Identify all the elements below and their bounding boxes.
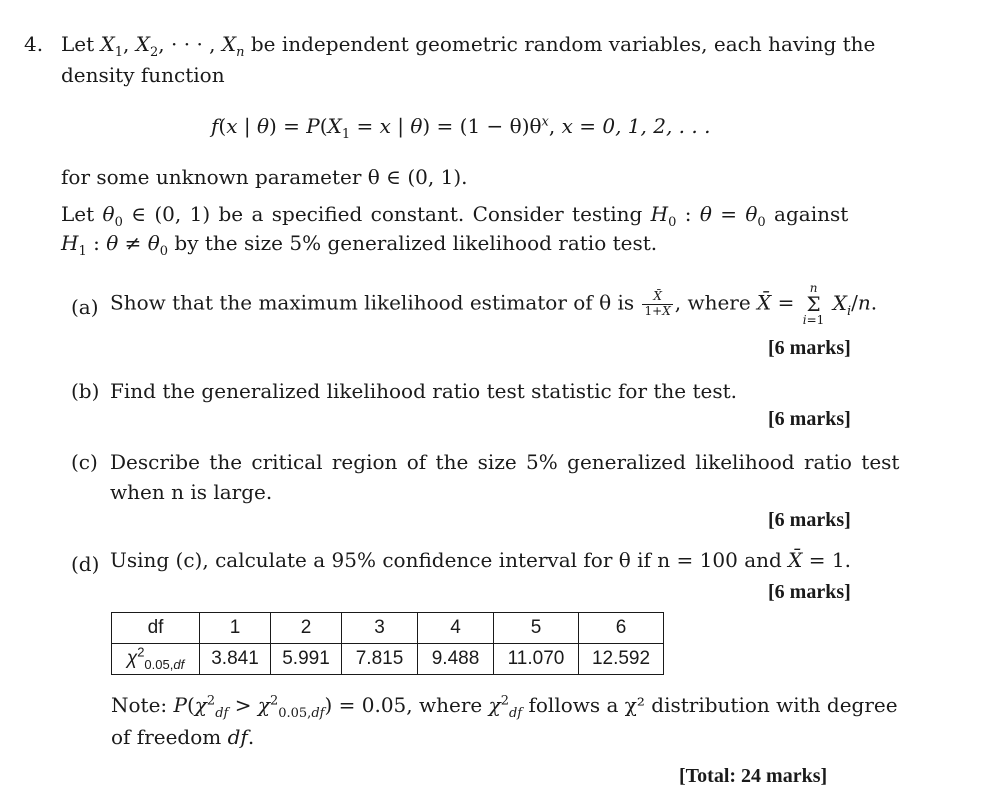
table-df-cell: 3: [342, 613, 418, 644]
part-c-text-line2: when n is large.: [110, 480, 273, 504]
table-df-cell: 2: [271, 613, 342, 644]
table-value-cell: 12.592: [579, 644, 664, 675]
part-d-marks: [6 marks]: [768, 581, 851, 603]
density-formula: f(x | $\theta) = P(X_1 = x$ | $\theta) = (1 - \theta)\theta^x$, x = 0, 1, 2, . . .: [211, 114, 711, 142]
test-line1-text: be a specified constant. Consider testing: [218, 202, 643, 226]
note-label: Note:: [111, 693, 168, 717]
table-header-label: df: [112, 613, 200, 644]
table-df-cell: 6: [579, 613, 664, 644]
part-d-text: Using (c), calculate a 95% confidence interval for θ if n = 100 and X̄ = 1.: [110, 548, 851, 572]
part-b-text: Find the generalized likelihood ratio test statistic for the test.: [110, 379, 738, 403]
question-intro-line1: Let $X_1$, $X_2$, · · · , $X_n$ be independent geometric random variables, each having the: [61, 32, 876, 60]
part-a-text: Show that the maximum likelihood estimator of θ is $\frac{X̄}{1+X̄}$ , where X̄ = n Σ i=1 $X_i/n$.: [110, 281, 878, 327]
table-row-label: $\chi^2_{0.05,df}$: [112, 644, 200, 675]
part-a-body: Show that the maximum likelihood estimator of θ is: [110, 290, 635, 315]
density-rhs: = (1 − θ)θ: [436, 114, 542, 138]
part-a-marks: [6 marks]: [768, 337, 851, 359]
table-value-cell: 7.815: [342, 644, 418, 675]
part-b-marks: [6 marks]: [768, 408, 851, 430]
table-df-cell: 1: [200, 613, 271, 644]
mle-fraction: $\frac{X̄}{1+X̄}$: [644, 289, 671, 318]
part-d-body: Using (c), calculate a 95% confidence interval for θ if n = 100 and: [110, 548, 782, 572]
part-c-label: (c): [71, 450, 98, 474]
part-c-marks: [6 marks]: [768, 509, 851, 531]
table-value-cell: 5.991: [271, 644, 342, 675]
table-value-cell: 9.488: [418, 644, 494, 675]
part-a-label: (a): [71, 295, 99, 319]
part-b-label: (b): [71, 379, 100, 403]
table-value-row: [112, 644, 664, 675]
table-value-cell: 3.841: [200, 644, 271, 675]
question-number: 4.: [24, 32, 44, 56]
density-support: x = 0, 1, 2, . . .: [561, 114, 711, 138]
parameter-text: for some unknown parameter θ ∈ (0, 1).: [61, 165, 468, 189]
part-c-text-line1: Describe the critical region of the size 5% generalized likelihood ratio test: [110, 450, 900, 474]
table-df-cell: 4: [418, 613, 494, 644]
part-a-where: , where: [674, 290, 751, 315]
table-df-cell: 5: [494, 613, 579, 644]
note-end: follows a χ² distribution with degree: [528, 693, 898, 717]
test-line1: Let $\theta_0$ ∈ (0, 1) be a specified constant. Consider testing $H_0$ : $\theta = \theta_0$ against: [61, 202, 849, 230]
note-line2-text: of freedom: [111, 725, 222, 749]
test-line2-text: by the size 5% generalized likelihood ratio test.: [174, 231, 658, 255]
table-header-row: [112, 613, 664, 644]
chi-square-table: [111, 612, 664, 675]
total-marks: [Total: 24 marks]: [679, 765, 828, 787]
note-line1: Note: $P(\chi^2_{df} > \chi^2_{0.05,df}) = 0.05$, where $\chi^2_{df}$ follows a χ² distribution with degree: [111, 693, 898, 721]
intro-text: be independent geometric random variables, each having the: [250, 32, 876, 56]
part-d-label: (d): [71, 552, 100, 576]
note-mid: = 0.05, where: [338, 693, 483, 717]
question-intro-line2: density function: [61, 63, 225, 87]
summation: n Σ i=1: [802, 281, 825, 327]
test-line2: $H_1$ : $\theta \ne \theta_0$ by the size 5% generalized likelihood ratio test.: [61, 231, 658, 259]
note-line2: of freedom df.: [111, 725, 255, 749]
table-value-cell: 11.070: [494, 644, 579, 675]
